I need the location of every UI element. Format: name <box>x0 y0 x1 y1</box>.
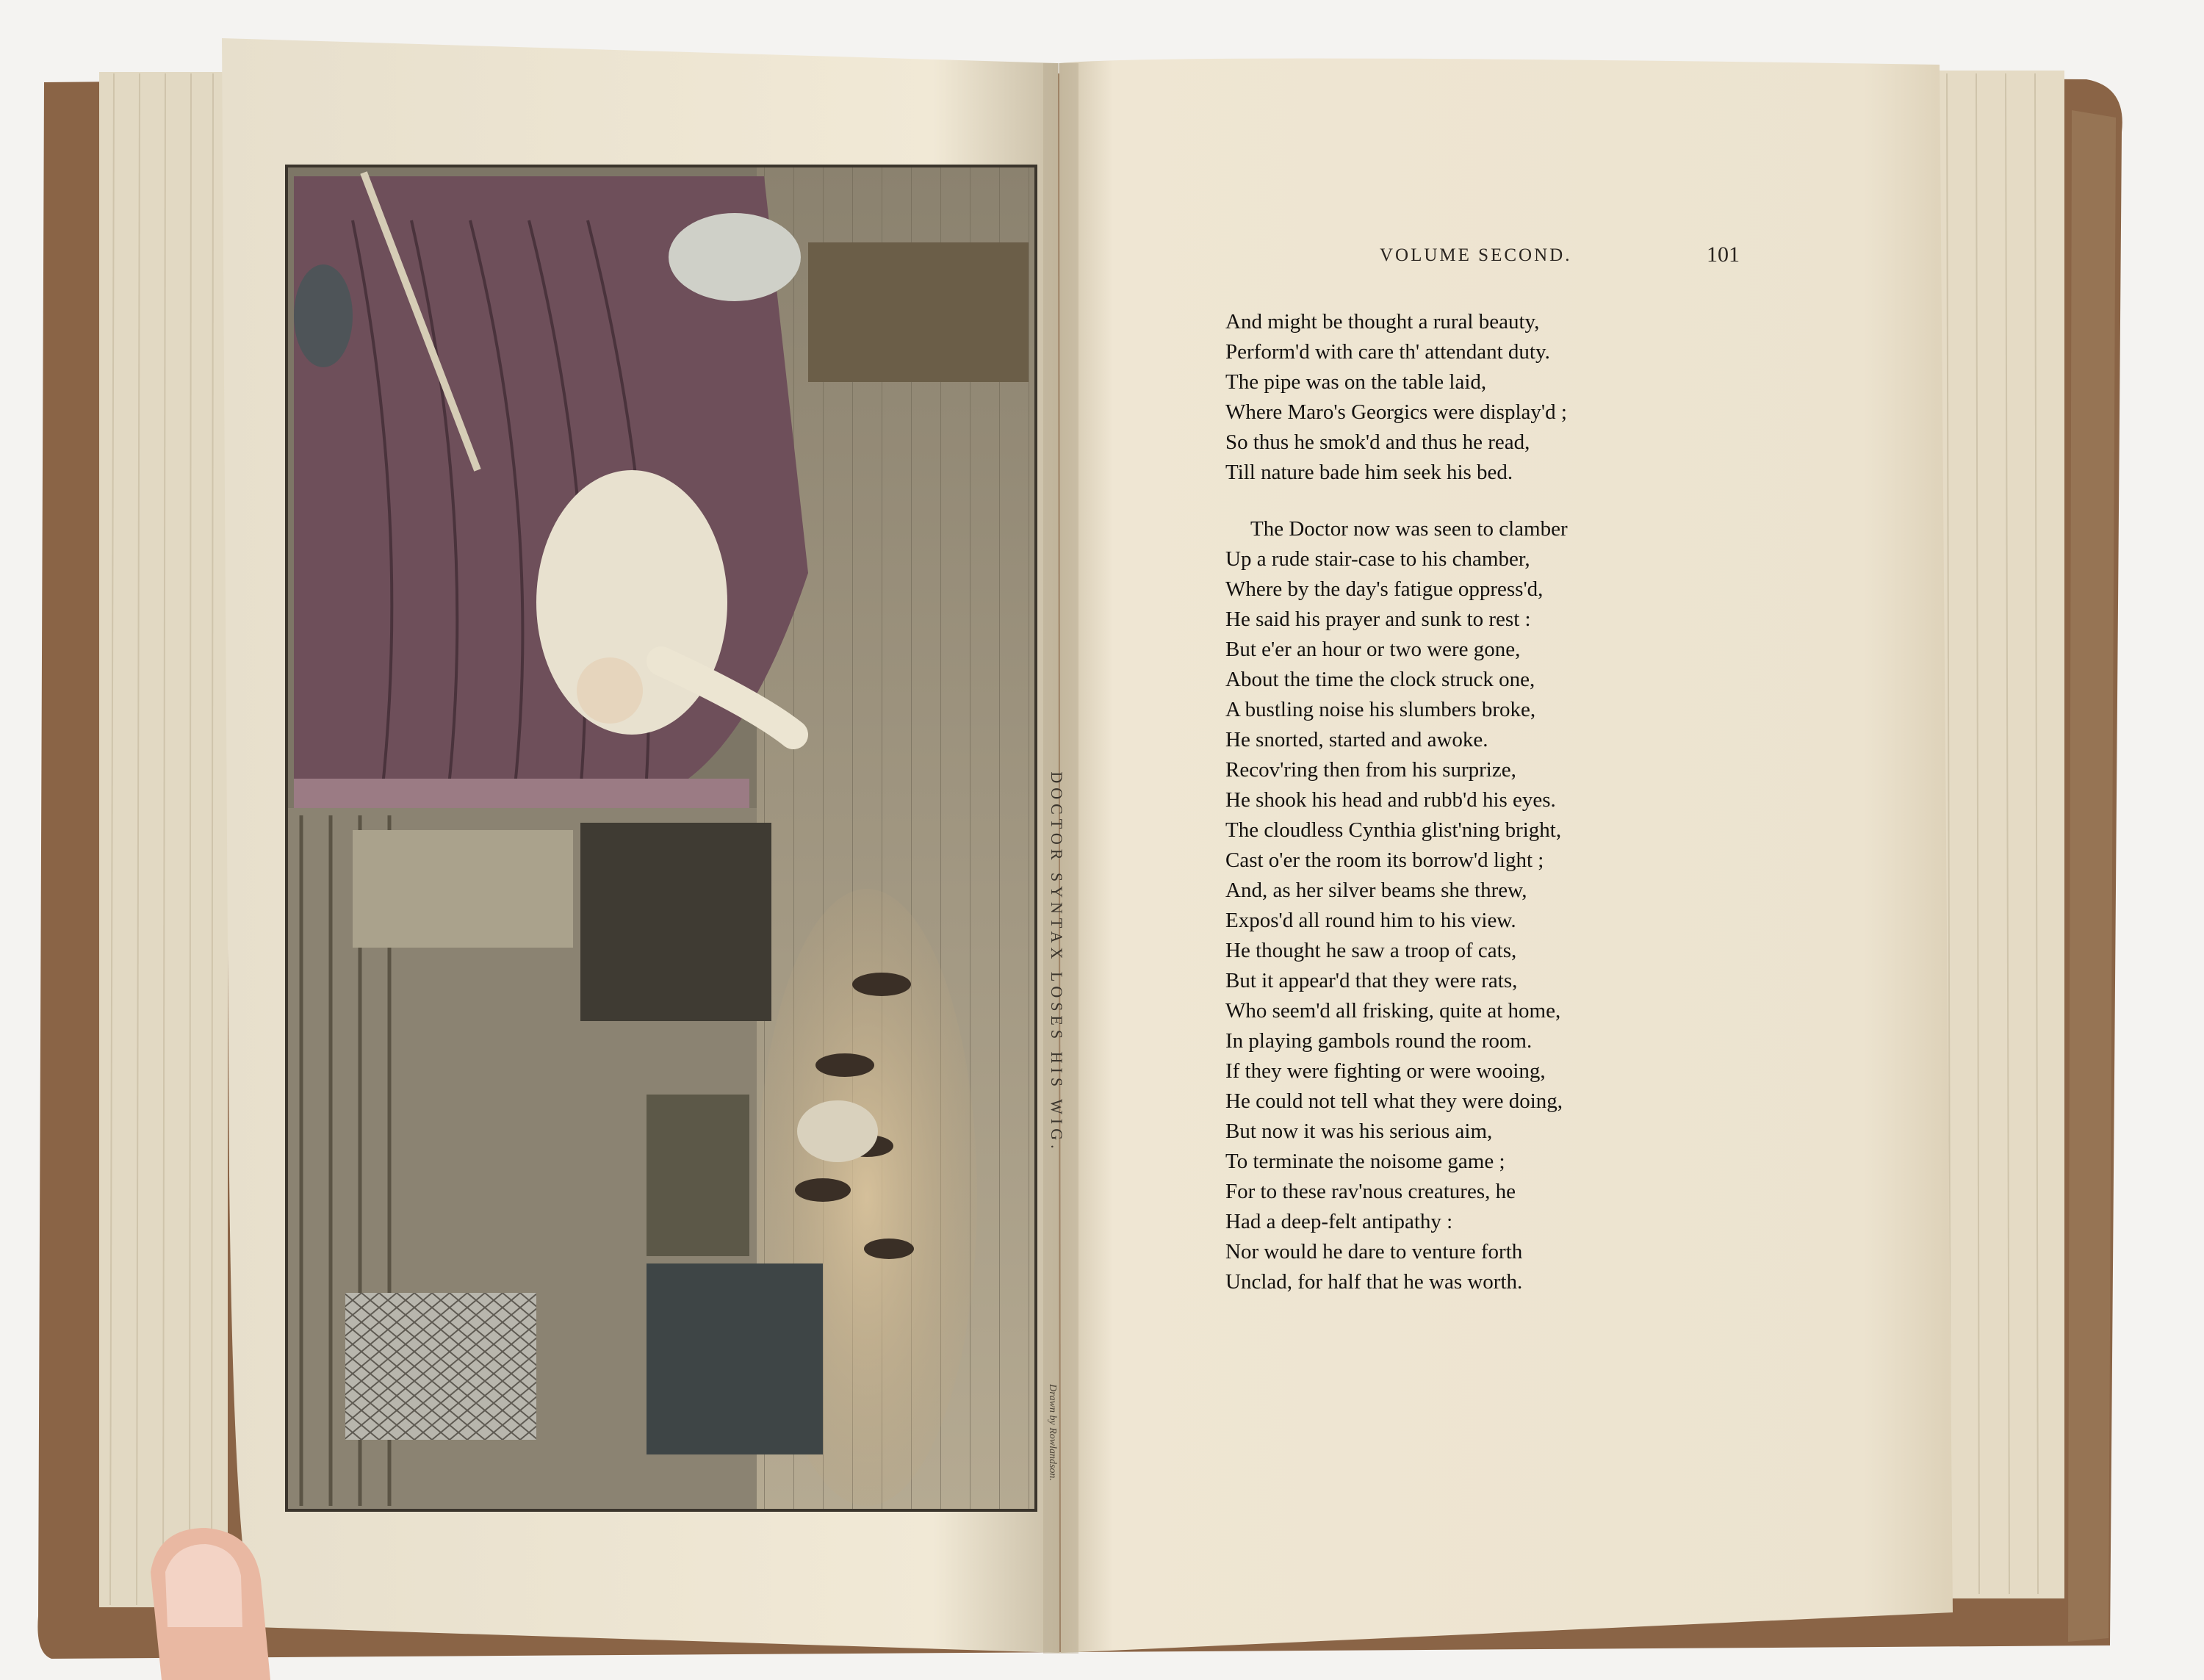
chest-of-drawers <box>353 830 573 948</box>
wig-on-floor <box>797 1100 878 1162</box>
writing-desk <box>647 1095 749 1256</box>
verse-line: Where Maro's Georgics were display'd ; <box>1225 400 1567 424</box>
verse-line: For to these rav'nous creatures, he <box>1225 1180 1516 1203</box>
fireplace <box>580 823 771 1021</box>
verse-line: But it appear'd that they were rats, <box>1225 969 1518 992</box>
verse-line: Up a rude stair-case to his chamber, <box>1225 547 1530 571</box>
verse-line: A bustling noise his slumbers broke, <box>1225 698 1536 721</box>
hat <box>294 264 353 367</box>
verse-line: The Doctor now was seen to clamber <box>1250 517 1568 541</box>
verse-line: If they were fighting or were wooing, <box>1225 1059 1546 1083</box>
thumbnail <box>165 1544 242 1627</box>
verse-line: Unclad, for half that he was worth. <box>1225 1270 1523 1294</box>
washbasin <box>669 213 801 301</box>
binding-marbling <box>2068 110 2116 1642</box>
verse-line: He shook his head and rubb'd his eyes. <box>1225 788 1556 812</box>
verse-line: He thought he saw a troop of cats, <box>1225 939 1517 962</box>
bed-canopy-rail <box>294 779 749 808</box>
verse-line: Had a deep-felt antipathy : <box>1225 1210 1453 1233</box>
doctor-head <box>577 657 643 724</box>
bedside-table <box>808 242 1029 382</box>
verse-line: Where by the day's fatigue oppress'd, <box>1225 577 1544 601</box>
window-panes <box>345 1293 536 1440</box>
verse-line: But now it was his serious aim, <box>1225 1120 1493 1143</box>
page-number: 101 <box>1707 242 1740 267</box>
verse-line: He could not tell what they were doing, <box>1225 1089 1563 1113</box>
running-head: VOLUME SECOND. <box>1380 245 1572 265</box>
verse-line: He snorted, started and awoke. <box>1225 728 1488 751</box>
poem-text <box>1225 307 1754 1297</box>
plate-caption: DOCTOR SYNTAX LOSES HIS WIG. <box>1048 771 1066 1153</box>
verse-line: So thus he smok'd and thus he read, <box>1225 430 1530 454</box>
illustration-plate <box>287 166 1036 1510</box>
verse-line: Recov'ring then from his surprize, <box>1225 758 1516 782</box>
verse-line: About the time the clock struck one, <box>1225 668 1535 691</box>
verse-line: And, as her silver beams she threw, <box>1225 879 1527 902</box>
verse-line: To terminate the noisome game ; <box>1225 1150 1505 1173</box>
stanza-break <box>1225 488 1754 514</box>
verse-line: But e'er an hour or two were gone, <box>1225 638 1521 661</box>
stanza <box>1225 514 1754 1297</box>
verse-line: He said his prayer and sunk to rest : <box>1225 608 1531 631</box>
verse-line: The pipe was on the table laid, <box>1225 370 1487 394</box>
verse-line: Expos'd all round him to his view. <box>1225 909 1516 932</box>
verse-line: Nor would he dare to venture forth <box>1225 1240 1523 1263</box>
dark-chair <box>647 1263 823 1454</box>
verse-line: And might be thought a rural beauty, <box>1225 310 1540 334</box>
verse-line: Who seem'd all frisking, quite at home, <box>1225 999 1561 1023</box>
artist-credit: Drawn by Rowlandson. <box>1047 1384 1058 1481</box>
verse-line: Till nature bade him seek his bed. <box>1225 461 1513 484</box>
stanza <box>1225 307 1754 488</box>
verse-line: The cloudless Cynthia glist'ning bright, <box>1225 818 1562 842</box>
verse-line: In playing gambols round the room. <box>1225 1029 1533 1053</box>
verse-line: Cast o'er the room its borrow'd light ; <box>1225 848 1544 872</box>
verse-line: Perform'd with care th' attendant duty. <box>1225 340 1550 364</box>
